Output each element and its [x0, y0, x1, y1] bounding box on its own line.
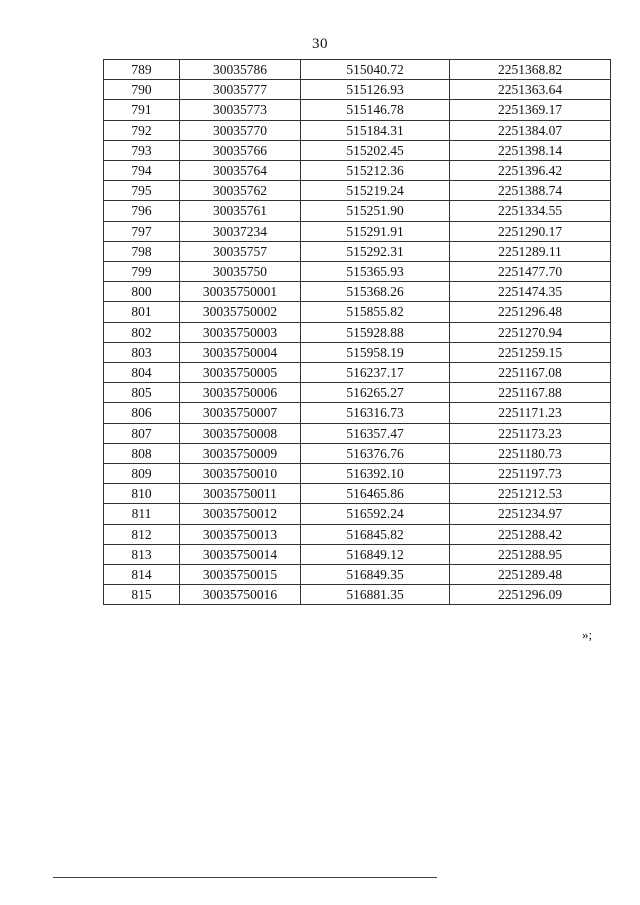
y-coordinate-cell: 2251334.55 — [450, 201, 611, 221]
row-number-cell: 812 — [104, 524, 180, 544]
table-row — [104, 544, 611, 564]
point-code-cell: 30037234 — [180, 221, 301, 241]
row-number-cell: 806 — [104, 403, 180, 423]
y-coordinate-cell: 2251171.23 — [450, 403, 611, 423]
table-row — [104, 201, 611, 221]
footer-divider — [53, 877, 437, 878]
x-coordinate-cell: 516376.76 — [301, 443, 450, 463]
x-coordinate-cell: 515251.90 — [301, 201, 450, 221]
table-row — [104, 120, 611, 140]
y-coordinate-cell: 2251384.07 — [450, 120, 611, 140]
table-row — [104, 100, 611, 120]
row-number-cell: 802 — [104, 322, 180, 342]
point-code-cell: 30035750003 — [180, 322, 301, 342]
table-row — [104, 60, 611, 80]
table-row — [104, 565, 611, 585]
point-code-cell: 30035750005 — [180, 363, 301, 383]
page-number: 30 — [312, 36, 328, 52]
table-row — [104, 585, 611, 605]
row-number-cell: 796 — [104, 201, 180, 221]
row-number-cell: 811 — [104, 504, 180, 524]
y-coordinate-cell: 2251289.11 — [450, 241, 611, 261]
coordinates-table — [103, 59, 611, 605]
y-coordinate-cell: 2251234.97 — [450, 504, 611, 524]
table-row — [104, 383, 611, 403]
point-code-cell: 30035750004 — [180, 342, 301, 362]
table-row — [104, 322, 611, 342]
row-number-cell: 792 — [104, 120, 180, 140]
row-number-cell: 807 — [104, 423, 180, 443]
y-coordinate-cell: 2251477.70 — [450, 262, 611, 282]
x-coordinate-cell: 516881.35 — [301, 585, 450, 605]
row-number-cell: 794 — [104, 161, 180, 181]
x-coordinate-cell: 515212.36 — [301, 161, 450, 181]
y-coordinate-cell: 2251398.14 — [450, 140, 611, 160]
table-row — [104, 464, 611, 484]
table-row — [104, 80, 611, 100]
row-number-cell: 804 — [104, 363, 180, 383]
row-number-cell: 814 — [104, 565, 180, 585]
row-number-cell: 797 — [104, 221, 180, 241]
point-code-cell: 30035750010 — [180, 464, 301, 484]
y-coordinate-cell: 2251197.73 — [450, 464, 611, 484]
row-number-cell: 805 — [104, 383, 180, 403]
x-coordinate-cell: 515040.72 — [301, 60, 450, 80]
x-coordinate-cell: 516357.47 — [301, 423, 450, 443]
x-coordinate-cell: 515855.82 — [301, 302, 450, 322]
x-coordinate-cell: 515219.24 — [301, 181, 450, 201]
x-coordinate-cell: 515291.91 — [301, 221, 450, 241]
table-row — [104, 504, 611, 524]
point-code-cell: 30035750006 — [180, 383, 301, 403]
point-code-cell: 30035750002 — [180, 302, 301, 322]
point-code-cell: 30035777 — [180, 80, 301, 100]
row-number-cell: 813 — [104, 544, 180, 564]
row-number-cell: 793 — [104, 140, 180, 160]
table-row — [104, 423, 611, 443]
row-number-cell: 795 — [104, 181, 180, 201]
y-coordinate-cell: 2251296.09 — [450, 585, 611, 605]
table-row — [104, 443, 611, 463]
coordinates-table-body — [104, 60, 611, 605]
point-code-cell: 30035750001 — [180, 282, 301, 302]
x-coordinate-cell: 515126.93 — [301, 80, 450, 100]
y-coordinate-cell: 2251288.42 — [450, 524, 611, 544]
point-code-cell: 30035750007 — [180, 403, 301, 423]
x-coordinate-cell: 515958.19 — [301, 342, 450, 362]
x-coordinate-cell: 515146.78 — [301, 100, 450, 120]
row-number-cell: 789 — [104, 60, 180, 80]
table-row — [104, 282, 611, 302]
point-code-cell: 30035750008 — [180, 423, 301, 443]
x-coordinate-cell: 516592.24 — [301, 504, 450, 524]
table-row — [104, 140, 611, 160]
table-row — [104, 403, 611, 423]
table-row — [104, 161, 611, 181]
point-code-cell: 30035750013 — [180, 524, 301, 544]
y-coordinate-cell: 2251363.64 — [450, 80, 611, 100]
table-row — [104, 342, 611, 362]
table-row — [104, 241, 611, 261]
row-number-cell: 815 — [104, 585, 180, 605]
point-code-cell: 30035757 — [180, 241, 301, 261]
point-code-cell: 30035750011 — [180, 484, 301, 504]
point-code-cell: 30035773 — [180, 100, 301, 120]
point-code-cell: 30035750014 — [180, 544, 301, 564]
row-number-cell: 801 — [104, 302, 180, 322]
x-coordinate-cell: 516849.35 — [301, 565, 450, 585]
row-number-cell: 800 — [104, 282, 180, 302]
row-number-cell: 809 — [104, 464, 180, 484]
closing-quote-mark: »; — [582, 627, 593, 642]
row-number-cell: 803 — [104, 342, 180, 362]
y-coordinate-cell: 2251167.08 — [450, 363, 611, 383]
x-coordinate-cell: 516392.10 — [301, 464, 450, 484]
x-coordinate-cell: 515928.88 — [301, 322, 450, 342]
table-row — [104, 181, 611, 201]
point-code-cell: 30035750015 — [180, 565, 301, 585]
point-code-cell: 30035761 — [180, 201, 301, 221]
y-coordinate-cell: 2251173.23 — [450, 423, 611, 443]
y-coordinate-cell: 2251270.94 — [450, 322, 611, 342]
y-coordinate-cell: 2251259.15 — [450, 342, 611, 362]
y-coordinate-cell: 2251474.35 — [450, 282, 611, 302]
row-number-cell: 810 — [104, 484, 180, 504]
row-number-cell: 798 — [104, 241, 180, 261]
table-row — [104, 262, 611, 282]
point-code-cell: 30035786 — [180, 60, 301, 80]
table-row — [104, 221, 611, 241]
table-row — [104, 484, 611, 504]
point-code-cell: 30035766 — [180, 140, 301, 160]
x-coordinate-cell: 515184.31 — [301, 120, 450, 140]
x-coordinate-cell: 516237.17 — [301, 363, 450, 383]
y-coordinate-cell: 2251290.17 — [450, 221, 611, 241]
point-code-cell: 30035750009 — [180, 443, 301, 463]
x-coordinate-cell: 516265.27 — [301, 383, 450, 403]
y-coordinate-cell: 2251180.73 — [450, 443, 611, 463]
x-coordinate-cell: 515365.93 — [301, 262, 450, 282]
row-number-cell: 791 — [104, 100, 180, 120]
point-code-cell: 30035770 — [180, 120, 301, 140]
point-code-cell: 30035762 — [180, 181, 301, 201]
x-coordinate-cell: 515368.26 — [301, 282, 450, 302]
point-code-cell: 30035750012 — [180, 504, 301, 524]
point-code-cell: 30035764 — [180, 161, 301, 181]
y-coordinate-cell: 2251289.48 — [450, 565, 611, 585]
y-coordinate-cell: 2251212.53 — [450, 484, 611, 504]
y-coordinate-cell: 2251369.17 — [450, 100, 611, 120]
y-coordinate-cell: 2251288.95 — [450, 544, 611, 564]
y-coordinate-cell: 2251388.74 — [450, 181, 611, 201]
x-coordinate-cell: 516849.12 — [301, 544, 450, 564]
x-coordinate-cell: 516845.82 — [301, 524, 450, 544]
row-number-cell: 808 — [104, 443, 180, 463]
y-coordinate-cell: 2251296.48 — [450, 302, 611, 322]
y-coordinate-cell: 2251368.82 — [450, 60, 611, 80]
x-coordinate-cell: 515292.31 — [301, 241, 450, 261]
table-row — [104, 363, 611, 383]
table-row — [104, 302, 611, 322]
row-number-cell: 790 — [104, 80, 180, 100]
x-coordinate-cell: 516465.86 — [301, 484, 450, 504]
x-coordinate-cell: 515202.45 — [301, 140, 450, 160]
y-coordinate-cell: 2251167.88 — [450, 383, 611, 403]
x-coordinate-cell: 516316.73 — [301, 403, 450, 423]
point-code-cell: 30035750016 — [180, 585, 301, 605]
table-row — [104, 524, 611, 544]
point-code-cell: 30035750 — [180, 262, 301, 282]
row-number-cell: 799 — [104, 262, 180, 282]
y-coordinate-cell: 2251396.42 — [450, 161, 611, 181]
